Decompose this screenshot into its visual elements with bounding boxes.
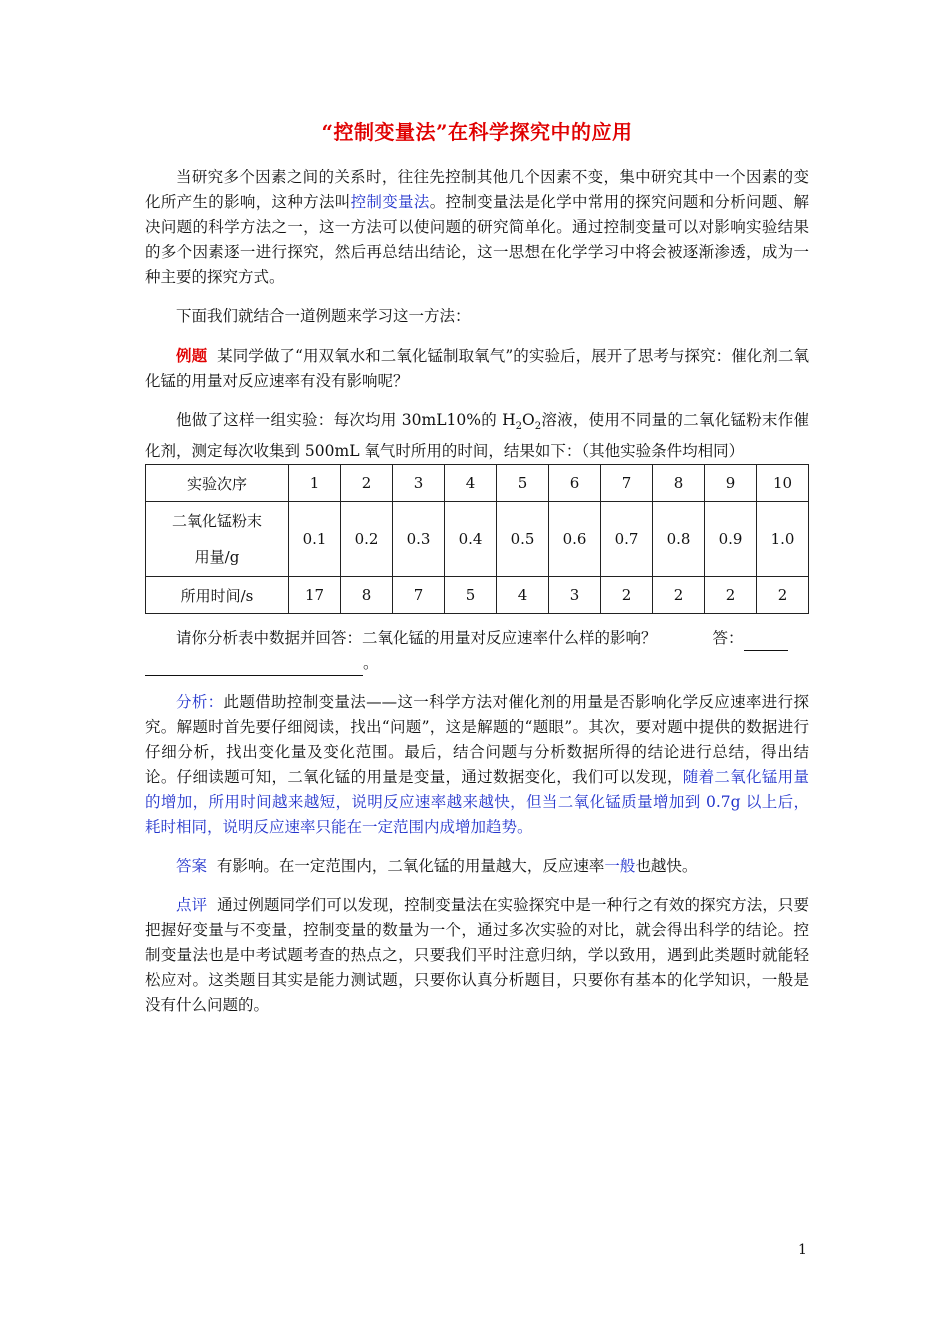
page-title: “控制变量法”在科学探究中的应用: [321, 120, 633, 144]
table-cell: 5: [445, 577, 497, 614]
row-label-amount-line2: 用量/g: [194, 548, 240, 567]
comment-paragraph: [145, 893, 809, 1018]
answer-paragraph: [145, 854, 809, 879]
table-cell: 9: [705, 465, 757, 502]
example-text: 某同学做了“用双氧水和二氧化锰制取氧气”的实验后，展开了思考与探究：催化剂二氧化锰的用量对反应速率有没有影响呢？: [145, 347, 809, 390]
answer-label: 答：: [712, 629, 744, 648]
table-cell: 7: [393, 577, 445, 614]
table-cell: 0.4: [445, 502, 497, 577]
table-cell: 8: [341, 577, 393, 614]
table-cell: 0.1: [289, 502, 341, 577]
row-label-amount: [146, 502, 289, 577]
table-cell: 2: [601, 577, 653, 614]
intro-paragraph: [145, 165, 809, 290]
answer-section-label: 答案: [176, 857, 208, 876]
answer-text-2: 也越快。: [635, 857, 698, 876]
example-label: 例题: [176, 346, 208, 365]
lead-paragraph: 下面我们就结合一道例题来学习这一方法：: [176, 307, 471, 325]
experiment-text-1: 他做了这样一组实验：每次均用 30mL10%的 H: [176, 411, 516, 429]
page-number: 1: [798, 1242, 807, 1258]
answer-blank-1[interactable]: [744, 632, 788, 651]
row-label-order: 实验次序: [146, 465, 289, 502]
data-table: [145, 464, 809, 614]
table-cell: 2: [757, 577, 809, 614]
table-cell: 10: [757, 465, 809, 502]
table-cell: 0.9: [705, 502, 757, 577]
intro-term: 控制变量法: [350, 193, 430, 211]
table-cell: 3: [393, 465, 445, 502]
table-cell: 6: [549, 465, 601, 502]
experiment-text-2: 溶液，使用不同量的二氧化锰粉末作催化剂，测定每次收集到 500mL 氧气时所用的时间，结果如下：（其他实验条件均相同）: [145, 411, 809, 461]
analysis-label: 分析：: [176, 693, 224, 712]
table-cell: 1.0: [757, 502, 809, 577]
question-text: 请你分析表中数据并回答：二氧化锰的用量对反应速率什么样的影响？: [176, 629, 657, 648]
example-paragraph: [145, 343, 809, 394]
table-row-amount: [146, 502, 809, 577]
table-cell: 1: [289, 465, 341, 502]
table-cell: 0.7: [601, 502, 653, 577]
row-label-time: 所用时间/s: [146, 577, 289, 614]
analysis-text-2: 随着二氧化锰用量的增加，所用时间越来越短，说明反应速率越来越快，但当二氧化锰质量增加到 0.7g 以上后，耗时相同，说明反应速率只能在一定范围内成增加趋势。: [145, 768, 809, 837]
table-row-time: [146, 577, 809, 614]
answer-text-1: 有影响。在一定范围内，二氧化锰的用量越大，反应速率: [216, 857, 605, 876]
analysis-paragraph: [145, 690, 809, 840]
subscript-2b: 2: [534, 421, 542, 433]
table-cell: 0.5: [497, 502, 549, 577]
table-cell: 0.2: [341, 502, 393, 577]
row-label-amount-line1: 二氧化锰粉末: [171, 512, 262, 531]
subscript-2a: 2: [515, 421, 523, 433]
table-cell: 8: [653, 465, 705, 502]
intro-text-1: 当研究多个因素之间的关系时，往往先控制其他几个因素不变，集中研究其中一个因素的变化所产生的影响，这种方法叫: [145, 168, 809, 211]
table-cell: 2: [341, 465, 393, 502]
table-cell: 0.6: [549, 502, 601, 577]
experiment-paragraph: [145, 408, 809, 464]
table-cell: 2: [653, 577, 705, 614]
answer-highlight: 一般: [604, 857, 636, 876]
analysis-text-1: 此题借助控制变量法——这一科学方法对催化剂的用量是否影响化学反应速率进行探究。解题时首先要仔细阅读，找出“问题”，这是解题的“题眼”。其次，要对题中提供的数据进行仔细分析，找出变化量及变化范围。最后，结合问题与分析数据所得的结论进行总结，得出结论。仔细读题可知，二氧化锰的用量是变量，通过数据变化，我们可以发现，: [145, 693, 809, 787]
table-cell: 7: [601, 465, 653, 502]
table-row-order: [146, 465, 809, 502]
table-cell: 4: [497, 577, 549, 614]
table-cell: 17: [289, 577, 341, 614]
table-cell: 0.8: [653, 502, 705, 577]
intro-text-2: 。控制变量法是化学中常用的探究问题和分析问题、解决问题的科学方法之一，这一方法可以使问题的研究简单化。通过控制变量可以对影响实验结果的多个因素逐一进行探究，然后再总结出结论，这一思想在化学学习中将会被逐渐渗透，成为一种主要的探究方式。: [145, 193, 809, 286]
comment-text: 通过例题同学们可以发现，控制变量法在实验探究中是一种行之有效的探究方法，只要把握好变量与不变量，控制变量的数量为一个，通过多次实验的对比，就会得出科学的结论。控制变量法也是中考试题考查的热点之，只要我们平时注意归纳，学以致用，遇到此类题时就能轻松应对。这类题目其实是能力测试题，只要你认真分析题目，只要你有基本的化学知识，一般是没有什么问题的。: [145, 896, 809, 1015]
table-cell: 0.3: [393, 502, 445, 577]
table-cell: 3: [549, 577, 601, 614]
table-cell: 5: [497, 465, 549, 502]
table-cell: 2: [705, 577, 757, 614]
table-cell: 4: [445, 465, 497, 502]
question-end: 。: [363, 654, 379, 673]
comment-label: 点评: [176, 896, 208, 915]
document-page: [145, 110, 809, 1032]
oxygen-symbol: O: [522, 411, 535, 429]
question-paragraph: [145, 626, 809, 676]
answer-blank-2[interactable]: [145, 657, 363, 676]
